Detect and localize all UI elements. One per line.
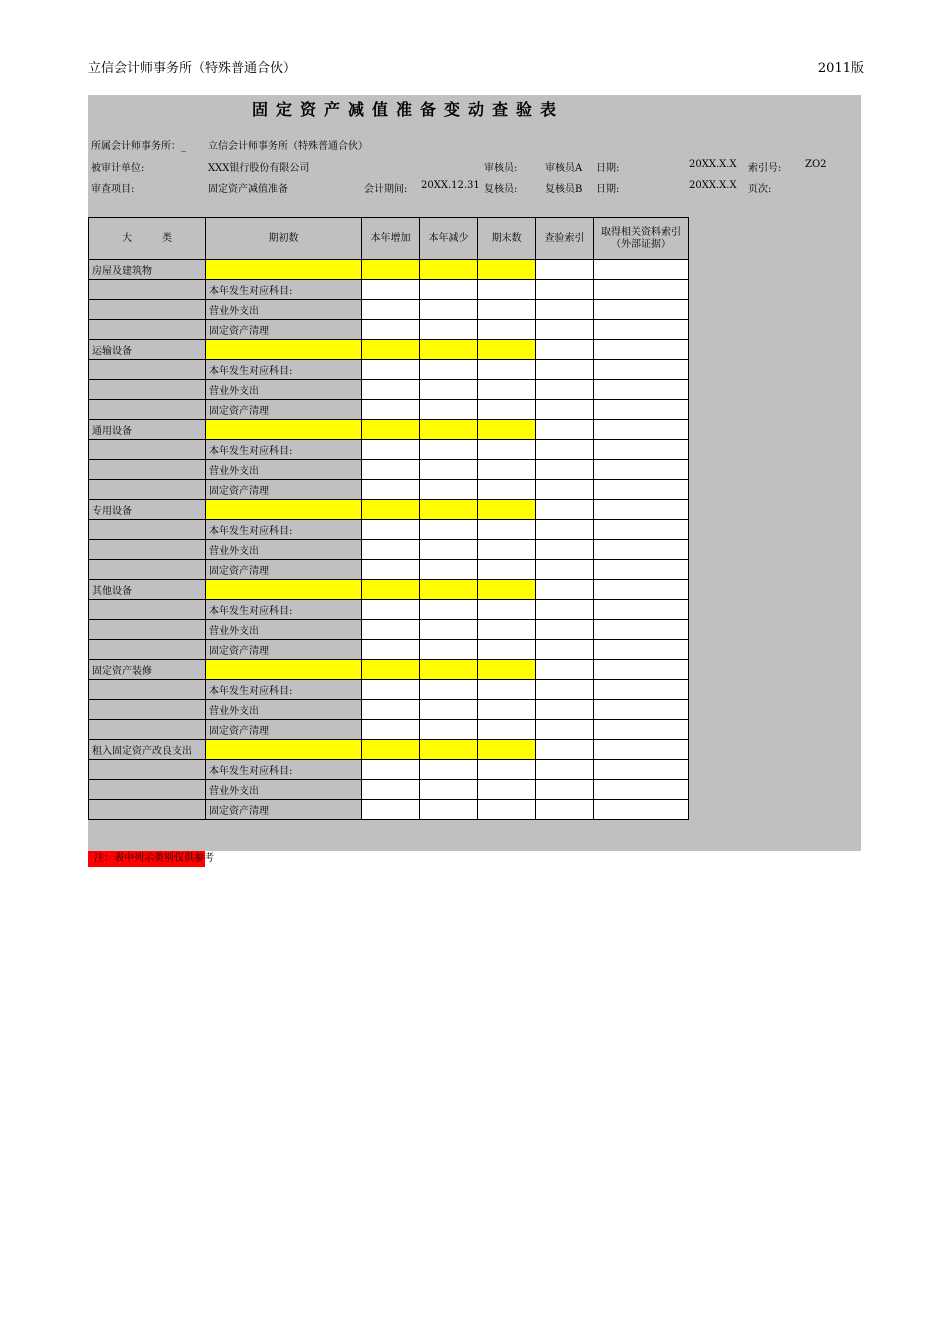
period-label: 会计期间:: [364, 184, 408, 195]
sub-row-label: 本年发生对应科目:: [206, 680, 362, 700]
check-index-cell[interactable]: [536, 420, 594, 440]
col-header-category: 大 类: [89, 218, 206, 260]
value-cell[interactable]: [478, 280, 536, 300]
reviewer-label: 审核员:: [484, 163, 518, 174]
sub-row: [89, 620, 689, 640]
value-cell[interactable]: [420, 400, 478, 420]
value-cell[interactable]: [478, 460, 536, 480]
value-cell[interactable]: [362, 700, 420, 720]
value-cell[interactable]: [362, 640, 420, 660]
opening-input-cell[interactable]: [206, 740, 362, 760]
value-cell[interactable]: [420, 780, 478, 800]
form-title: 固定资产减值准备变动查验表: [252, 100, 565, 119]
decrease-input-cell[interactable]: [420, 260, 478, 280]
col-header-decrease: 本年减少: [420, 218, 478, 260]
value-cell[interactable]: [594, 320, 689, 340]
value-cell[interactable]: [420, 640, 478, 660]
reviewer-value: 审核员A: [545, 163, 583, 174]
value-cell[interactable]: [362, 800, 420, 820]
sub-row: [89, 600, 689, 620]
recheck-label: 复核员:: [484, 184, 518, 195]
sub-row: [89, 700, 689, 720]
firm-value: 立信会计师事务所（特殊普通合伙）: [208, 141, 368, 152]
value-cell[interactable]: [478, 520, 536, 540]
value-cell[interactable]: [362, 560, 420, 580]
sub-row-label: 本年发生对应科目:: [206, 440, 362, 460]
category-row: [89, 500, 689, 520]
decrease-input-cell[interactable]: [420, 660, 478, 680]
value-cell[interactable]: [594, 480, 689, 500]
value-cell[interactable]: [594, 620, 689, 640]
value-cell[interactable]: [362, 720, 420, 740]
period-value: 20XX.12.31: [421, 180, 480, 191]
value-cell[interactable]: [362, 540, 420, 560]
closing-input-cell[interactable]: [478, 580, 536, 600]
value-cell[interactable]: [362, 300, 420, 320]
closing-input-cell[interactable]: [478, 260, 536, 280]
category-spacer-cell: [89, 280, 206, 300]
category-spacer-cell: [89, 400, 206, 420]
firm-header: 立信会计师事务所（特殊普通合伙）: [88, 61, 297, 76]
value-cell[interactable]: [478, 480, 536, 500]
sub-row-label: 固定资产清理: [206, 800, 362, 820]
value-cell[interactable]: [478, 720, 536, 740]
sub-row: [89, 380, 689, 400]
value-cell[interactable]: [478, 600, 536, 620]
value-cell[interactable]: [536, 320, 594, 340]
worksheet: [88, 95, 861, 851]
value-cell[interactable]: [594, 760, 689, 780]
sub-row-label: 固定资产清理: [206, 640, 362, 660]
value-cell[interactable]: [362, 360, 420, 380]
value-cell[interactable]: [536, 280, 594, 300]
value-cell[interactable]: [420, 380, 478, 400]
opening-input-cell[interactable]: [206, 340, 362, 360]
evidence-index-cell[interactable]: [594, 340, 689, 360]
category-spacer-cell: [89, 520, 206, 540]
closing-input-cell[interactable]: [478, 340, 536, 360]
category-spacer-cell: [89, 440, 206, 460]
value-cell[interactable]: [594, 560, 689, 580]
value-cell[interactable]: [536, 720, 594, 740]
col-header-opening: 期初数: [206, 218, 362, 260]
col-header-evidence-index: 取得相关资料索引 （外部证据）: [594, 218, 689, 260]
sub-row: [89, 800, 689, 820]
category-label: 房屋及建筑物: [89, 260, 206, 280]
value-cell[interactable]: [478, 360, 536, 380]
impairment-table: [88, 217, 689, 820]
index-label: 索引号:: [748, 163, 782, 174]
sub-row-label: 本年发生对应科目:: [206, 520, 362, 540]
value-cell[interactable]: [420, 520, 478, 540]
category-spacer-cell: [89, 780, 206, 800]
value-cell[interactable]: [594, 720, 689, 740]
sub-row-label: 营业外支出: [206, 700, 362, 720]
value-cell[interactable]: [594, 680, 689, 700]
check-index-cell[interactable]: [536, 660, 594, 680]
category-spacer-cell: [89, 480, 206, 500]
category-row: [89, 660, 689, 680]
value-cell[interactable]: [420, 800, 478, 820]
version-label: 2011版: [817, 61, 864, 76]
sub-row: [89, 680, 689, 700]
firm-label: 所属会计师事务所：_: [91, 141, 186, 152]
decrease-input-cell[interactable]: [420, 340, 478, 360]
decrease-input-cell[interactable]: [420, 500, 478, 520]
value-cell[interactable]: [594, 800, 689, 820]
category-spacer-cell: [89, 800, 206, 820]
value-cell[interactable]: [420, 700, 478, 720]
value-cell[interactable]: [594, 440, 689, 460]
value-cell[interactable]: [362, 600, 420, 620]
check-index-cell[interactable]: [536, 260, 594, 280]
value-cell[interactable]: [594, 360, 689, 380]
value-cell[interactable]: [594, 700, 689, 720]
value-cell[interactable]: [536, 560, 594, 580]
value-cell[interactable]: [594, 380, 689, 400]
value-cell[interactable]: [478, 380, 536, 400]
sub-row-label: 固定资产清理: [206, 400, 362, 420]
value-cell[interactable]: [362, 780, 420, 800]
increase-input-cell[interactable]: [362, 580, 420, 600]
sub-row: [89, 440, 689, 460]
category-label: 专用设备: [89, 500, 206, 520]
sub-row-label: 本年发生对应科目:: [206, 360, 362, 380]
sub-row: [89, 280, 689, 300]
closing-input-cell[interactable]: [478, 740, 536, 760]
value-cell[interactable]: [594, 280, 689, 300]
decrease-input-cell[interactable]: [420, 580, 478, 600]
value-cell[interactable]: [536, 520, 594, 540]
value-cell[interactable]: [420, 680, 478, 700]
value-cell[interactable]: [362, 620, 420, 640]
category-row: [89, 260, 689, 280]
audited-label: 被审计单位:: [91, 163, 145, 174]
category-spacer-cell: [89, 540, 206, 560]
value-cell[interactable]: [594, 640, 689, 660]
value-cell[interactable]: [420, 720, 478, 740]
check-index-cell[interactable]: [536, 740, 594, 760]
value-cell[interactable]: [536, 680, 594, 700]
value-cell[interactable]: [478, 440, 536, 460]
value-cell[interactable]: [420, 440, 478, 460]
value-cell[interactable]: [536, 480, 594, 500]
sub-row-label: 本年发生对应科目:: [206, 280, 362, 300]
category-spacer-cell: [89, 460, 206, 480]
value-cell[interactable]: [536, 460, 594, 480]
value-cell[interactable]: [536, 760, 594, 780]
value-cell[interactable]: [478, 400, 536, 420]
value-cell[interactable]: [420, 360, 478, 380]
category-spacer-cell: [89, 640, 206, 660]
value-cell[interactable]: [594, 460, 689, 480]
value-cell[interactable]: [420, 600, 478, 620]
evidence-index-cell[interactable]: [594, 740, 689, 760]
category-row: [89, 340, 689, 360]
sub-row-label: 营业外支出: [206, 300, 362, 320]
category-label: 通用设备: [89, 420, 206, 440]
sub-row-label: 营业外支出: [206, 380, 362, 400]
index-value: ZO2: [805, 159, 827, 170]
sub-row-label: 营业外支出: [206, 460, 362, 480]
value-cell[interactable]: [478, 300, 536, 320]
value-cell[interactable]: [594, 300, 689, 320]
value-cell[interactable]: [536, 620, 594, 640]
sub-row: [89, 520, 689, 540]
category-label: 运输设备: [89, 340, 206, 360]
category-spacer-cell: [89, 760, 206, 780]
col-header-check-index: 查验索引: [536, 218, 594, 260]
sub-row: [89, 320, 689, 340]
value-cell[interactable]: [478, 320, 536, 340]
value-cell[interactable]: [536, 800, 594, 820]
value-cell[interactable]: [478, 760, 536, 780]
closing-input-cell[interactable]: [478, 500, 536, 520]
sub-row: [89, 480, 689, 500]
category-row: [89, 580, 689, 600]
increase-input-cell[interactable]: [362, 500, 420, 520]
footnote: [88, 851, 214, 867]
note-text: 注：表中列示类别仅供参考: [94, 853, 214, 864]
sub-row: [89, 720, 689, 740]
sub-row-label: 营业外支出: [206, 620, 362, 640]
closing-input-cell[interactable]: [478, 660, 536, 680]
value-cell[interactable]: [420, 460, 478, 480]
value-cell[interactable]: [536, 640, 594, 660]
opening-input-cell[interactable]: [206, 660, 362, 680]
value-cell[interactable]: [478, 560, 536, 580]
value-cell[interactable]: [362, 280, 420, 300]
decrease-input-cell[interactable]: [420, 740, 478, 760]
check-index-cell[interactable]: [536, 340, 594, 360]
category-spacer-cell: [89, 720, 206, 740]
sub-row: [89, 400, 689, 420]
value-cell[interactable]: [420, 560, 478, 580]
evidence-index-cell[interactable]: [594, 500, 689, 520]
sub-row: [89, 540, 689, 560]
item-value: 固定资产减值准备: [208, 184, 288, 195]
value-cell[interactable]: [420, 320, 478, 340]
value-cell[interactable]: [536, 440, 594, 460]
value-cell[interactable]: [594, 600, 689, 620]
value-cell[interactable]: [420, 760, 478, 780]
value-cell[interactable]: [594, 540, 689, 560]
category-label: 其他设备: [89, 580, 206, 600]
value-cell[interactable]: [362, 760, 420, 780]
category-row: [89, 420, 689, 440]
category-spacer-cell: [89, 560, 206, 580]
category-spacer-cell: [89, 380, 206, 400]
item-label: 审查项目:: [91, 184, 135, 195]
category-label: 固定资产装修: [89, 660, 206, 680]
value-cell[interactable]: [536, 700, 594, 720]
value-cell[interactable]: [420, 300, 478, 320]
sub-row-label: 固定资产清理: [206, 560, 362, 580]
date-value-1: 20XX.X.X: [689, 159, 737, 170]
value-cell[interactable]: [362, 520, 420, 540]
date-value-2: 20XX.X.X: [689, 180, 737, 191]
value-cell[interactable]: [478, 620, 536, 640]
category-spacer-cell: [89, 700, 206, 720]
category-label: 租入固定资产改良支出: [89, 740, 206, 760]
sub-row-label: 营业外支出: [206, 780, 362, 800]
opening-input-cell[interactable]: [206, 260, 362, 280]
category-row: [89, 740, 689, 760]
value-cell[interactable]: [362, 440, 420, 460]
recheck-value: 复核员B: [545, 184, 583, 195]
evidence-index-cell[interactable]: [594, 580, 689, 600]
closing-input-cell[interactable]: [478, 420, 536, 440]
category-spacer-cell: [89, 620, 206, 640]
value-cell[interactable]: [362, 380, 420, 400]
value-cell[interactable]: [536, 300, 594, 320]
value-cell[interactable]: [478, 800, 536, 820]
value-cell[interactable]: [536, 600, 594, 620]
sub-row: [89, 360, 689, 380]
sub-row: [89, 560, 689, 580]
value-cell[interactable]: [420, 480, 478, 500]
increase-input-cell[interactable]: [362, 660, 420, 680]
sub-row-label: 营业外支出: [206, 540, 362, 560]
sub-row-label: 固定资产清理: [206, 480, 362, 500]
category-spacer-cell: [89, 680, 206, 700]
sub-row: [89, 640, 689, 660]
date-label-1: 日期:: [596, 163, 620, 174]
value-cell[interactable]: [362, 400, 420, 420]
value-cell[interactable]: [478, 700, 536, 720]
value-cell[interactable]: [478, 680, 536, 700]
increase-input-cell[interactable]: [362, 340, 420, 360]
date-label-2: 日期:: [596, 184, 620, 195]
value-cell[interactable]: [362, 680, 420, 700]
value-cell[interactable]: [536, 360, 594, 380]
value-cell[interactable]: [594, 400, 689, 420]
evidence-index-cell[interactable]: [594, 660, 689, 680]
table-header-row: [89, 218, 689, 260]
check-index-cell[interactable]: [536, 580, 594, 600]
value-cell[interactable]: [420, 540, 478, 560]
opening-input-cell[interactable]: [206, 500, 362, 520]
col-header-increase: 本年增加: [362, 218, 420, 260]
opening-input-cell[interactable]: [206, 580, 362, 600]
value-cell[interactable]: [478, 780, 536, 800]
value-cell[interactable]: [362, 460, 420, 480]
increase-input-cell[interactable]: [362, 420, 420, 440]
sub-row: [89, 780, 689, 800]
category-spacer-cell: [89, 300, 206, 320]
value-cell[interactable]: [536, 400, 594, 420]
category-spacer-cell: [89, 360, 206, 380]
increase-input-cell[interactable]: [362, 740, 420, 760]
value-cell[interactable]: [420, 620, 478, 640]
sub-row: [89, 760, 689, 780]
opening-input-cell[interactable]: [206, 420, 362, 440]
audited-value: XXX银行股份有限公司: [208, 163, 310, 174]
increase-input-cell[interactable]: [362, 260, 420, 280]
col-header-closing: 期末数: [478, 218, 536, 260]
check-index-cell[interactable]: [536, 500, 594, 520]
category-spacer-cell: [89, 600, 206, 620]
category-spacer-cell: [89, 320, 206, 340]
evidence-index-cell[interactable]: [594, 260, 689, 280]
decrease-input-cell[interactable]: [420, 420, 478, 440]
value-cell[interactable]: [478, 640, 536, 660]
sub-row-label: 固定资产清理: [206, 320, 362, 340]
value-cell[interactable]: [536, 780, 594, 800]
sub-row-label: 本年发生对应科目:: [206, 600, 362, 620]
sub-row: [89, 460, 689, 480]
value-cell[interactable]: [594, 520, 689, 540]
value-cell[interactable]: [420, 280, 478, 300]
sub-row-label: 本年发生对应科目:: [206, 760, 362, 780]
value-cell[interactable]: [478, 540, 536, 560]
sub-row: [89, 300, 689, 320]
value-cell[interactable]: [594, 780, 689, 800]
value-cell[interactable]: [362, 320, 420, 340]
value-cell[interactable]: [362, 480, 420, 500]
value-cell[interactable]: [536, 380, 594, 400]
page-label: 页次:: [748, 184, 772, 195]
evidence-index-cell[interactable]: [594, 420, 689, 440]
value-cell[interactable]: [536, 540, 594, 560]
sub-row-label: 固定资产清理: [206, 720, 362, 740]
